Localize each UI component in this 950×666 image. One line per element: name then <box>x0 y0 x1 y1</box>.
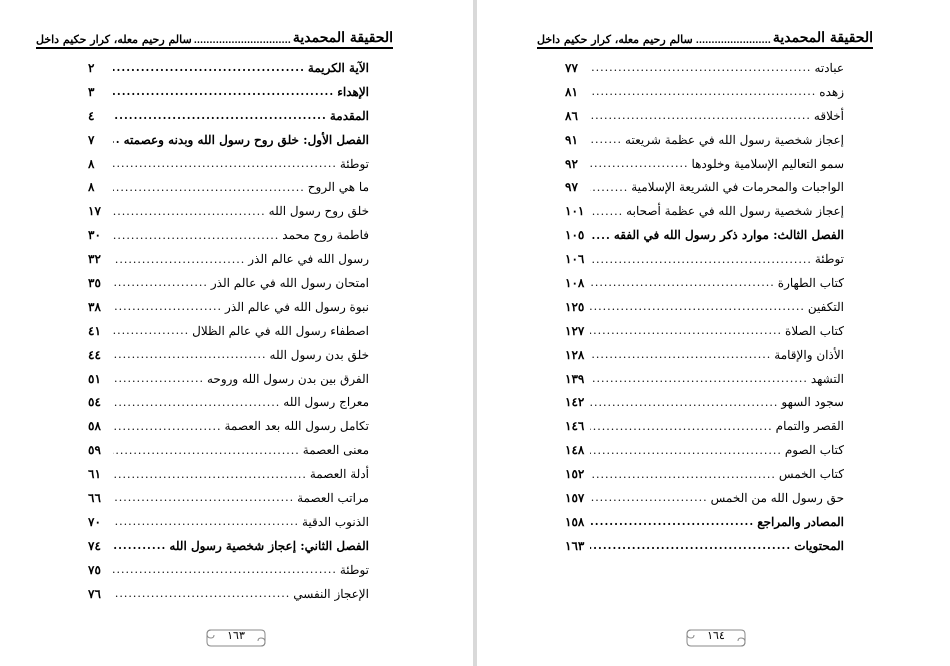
toc-leader-dots <box>113 372 204 385</box>
toc-entry <box>88 247 369 271</box>
toc-entry-title: معراج رسول الله <box>283 395 369 410</box>
toc-entry-page: ١٠٨ <box>565 275 585 290</box>
toc-entry-page: ٤٤ <box>88 347 101 362</box>
authors: سالم رحيم معله، كرار حكيم داخل <box>537 33 693 46</box>
toc-leader-dots <box>113 539 166 552</box>
toc-entry <box>565 486 844 510</box>
toc-entry <box>88 223 369 247</box>
toc-entry-page: ٩٢ <box>565 156 578 171</box>
toc-entry <box>565 367 844 391</box>
toc-leader-dots <box>113 563 337 576</box>
toc-entry-page: ١٣٩ <box>565 371 585 386</box>
toc-entry-page: ٣ <box>88 84 95 99</box>
toc-entry <box>565 462 844 486</box>
toc-entry-page: ١٤٨ <box>565 443 585 458</box>
toc-entry <box>565 438 844 462</box>
toc-entry-title: أدلة العصمة <box>309 467 369 482</box>
toc-entry-page: ١٥٧ <box>565 490 585 505</box>
toc-entry-title: كتاب الخمس <box>778 467 844 482</box>
toc-leader-dots <box>113 133 121 146</box>
toc-entry-page: ١٢٧ <box>565 323 585 338</box>
toc-entry <box>88 104 369 128</box>
toc-entry-title: خلق بدن رسول الله <box>269 347 369 362</box>
toc-entry <box>565 271 844 295</box>
toc-leader-dots <box>113 420 221 433</box>
toc-list <box>565 56 844 558</box>
toc-entry <box>88 390 369 414</box>
toc-entry <box>88 80 369 104</box>
toc-leader-dots <box>590 85 816 98</box>
toc-entry-title: التشهد <box>810 371 844 386</box>
toc-entry <box>88 319 369 343</box>
toc-leader-dots <box>590 420 773 433</box>
toc-entry <box>88 486 369 510</box>
toc-entry <box>565 319 844 343</box>
toc-entry <box>88 414 369 438</box>
toc-leader-dots <box>113 396 280 409</box>
toc-entry-title: عبادته <box>814 60 844 75</box>
toc-leader-dots <box>590 372 808 385</box>
toc-entry-title: إعجاز شخصية رسول الله في عظمة شريعته <box>625 132 844 147</box>
toc-entry <box>88 152 369 176</box>
toc-entry <box>565 56 844 80</box>
toc-entry <box>565 510 844 534</box>
toc-entry-title: الفرق بين بدن رسول الله وروحه <box>206 371 369 386</box>
toc-entry-page: ٨ <box>88 156 95 171</box>
toc-entry-title: سمو التعاليم الإسلامية وخلودها <box>691 156 844 171</box>
toc-entry <box>88 343 369 367</box>
toc-leader-dots <box>590 444 782 457</box>
toc-entry <box>88 558 369 582</box>
toc-leader-dots <box>113 515 299 528</box>
toc-entry-title: توطئة <box>814 252 844 267</box>
toc-entry-page: ٩١ <box>565 132 578 147</box>
toc-entry-title: رسول الله في عالم الذر <box>248 252 369 267</box>
toc-entry-page: ١٠١ <box>565 204 585 219</box>
book-title: الحقيقة المحمدية <box>772 30 873 46</box>
toc-entry <box>88 56 369 80</box>
toc-entry <box>565 534 844 558</box>
toc-entry-title: كتاب الصوم <box>784 443 844 458</box>
toc-leader-dots <box>113 324 189 337</box>
toc-entry-title: كتاب الصلاة <box>785 323 844 338</box>
toc-leader-dots <box>113 276 208 289</box>
toc-leader-dots <box>113 468 307 481</box>
right-page <box>477 0 950 666</box>
toc-entry-page: ١٢٨ <box>565 347 585 362</box>
toc-entry-title: الأذان والإقامة <box>774 347 844 362</box>
toc-entry-title: أخلاقه <box>813 108 844 123</box>
toc-entry-page: ٥٤ <box>88 395 101 410</box>
toc-entry-page: ٧٥ <box>88 562 101 577</box>
toc-entry <box>565 223 844 247</box>
toc-entry-title: خلق روح رسول الله <box>268 204 369 219</box>
toc-entry-title: معنى العصمة <box>302 443 369 458</box>
page-number-scroll <box>685 626 747 650</box>
toc-entry <box>565 199 844 223</box>
toc-entry-page: ٩٧ <box>565 180 578 195</box>
toc-entry-page: ٣٨ <box>88 299 101 314</box>
toc-entry-title: تكامل رسول الله بعد العصمة <box>224 419 369 434</box>
toc-entry-title: الإعجاز النفسي <box>293 586 369 601</box>
book-title: الحقيقة المحمدية <box>292 30 393 46</box>
toc-entry-page: ٧٦ <box>88 586 101 601</box>
toc-leader-dots <box>590 109 811 122</box>
toc-entry-page: ٧٤ <box>88 538 101 553</box>
toc-entry-title: الآية الكريمة <box>307 60 369 75</box>
toc-entry <box>88 367 369 391</box>
toc-entry-page: ١٤٦ <box>565 419 585 434</box>
toc-leader-dots <box>590 205 623 218</box>
toc-entry <box>88 175 369 199</box>
toc-entry-page: ٤ <box>88 108 95 123</box>
toc-leader-dots <box>590 133 622 146</box>
toc-leader-dots <box>590 324 782 337</box>
toc-entry <box>88 510 369 534</box>
page-header <box>537 28 873 49</box>
toc-entry <box>88 128 369 152</box>
toc-entry-title: المصادر والمراجع <box>757 514 844 529</box>
toc-entry-title: توطئة <box>339 156 369 171</box>
toc-entry <box>565 390 844 414</box>
toc-leader-dots <box>590 229 611 242</box>
toc-entry-page: ٨٦ <box>565 108 578 123</box>
toc-leader-dots <box>590 253 812 266</box>
toc-leader-dots <box>590 61 811 74</box>
toc-entry-title: حق رسول الله من الخمس <box>710 490 844 505</box>
toc-leader-dots <box>590 181 628 194</box>
toc-entry-page: ٢ <box>88 60 95 75</box>
toc-entry-title: الفصل الأول: خلق روح رسول الله وبدنه وعصمته <box>123 132 369 147</box>
toc-leader-dots <box>590 276 775 289</box>
toc-entry-page: ٣٢ <box>88 252 101 267</box>
toc-entry-title: اصطفاء رسول الله في عالم الظلال <box>192 323 369 338</box>
toc-leader-dots <box>113 205 266 218</box>
toc-entry-page: ٥٨ <box>88 419 101 434</box>
toc-entry-page: ٦١ <box>88 467 101 482</box>
toc-entry-page: ١٠٦ <box>565 252 585 267</box>
toc-entry-page: ١٢٥ <box>565 299 585 314</box>
toc-entry-page: ٧٧ <box>565 60 578 75</box>
toc-entry <box>88 582 369 606</box>
toc-entry <box>565 128 844 152</box>
toc-entry-page: ٣٥ <box>88 275 101 290</box>
toc-entry-title: التكفين <box>807 299 844 314</box>
header-dots <box>695 36 771 46</box>
toc-entry-page: ١٤٢ <box>565 395 585 410</box>
toc-leader-dots <box>113 85 334 98</box>
page-number: ١٦٣ <box>227 629 245 642</box>
toc-entry-title: كتاب الطهارة <box>777 275 844 290</box>
toc-entry-page: ١٦٣ <box>565 538 585 553</box>
toc-entry-title: إعجاز شخصية رسول الله في عظمة أصحابه <box>626 204 844 219</box>
toc-entry-page: ١٧ <box>88 204 101 219</box>
toc-entry-title: الواجبات والمحرمات في الشريعة الإسلامية <box>631 180 844 195</box>
toc-leader-dots <box>113 300 222 313</box>
toc-entry-page: ٧٠ <box>88 514 101 529</box>
toc-leader-dots <box>113 229 279 242</box>
toc-leader-dots <box>590 157 688 170</box>
toc-leader-dots <box>113 181 305 194</box>
toc-entry <box>565 414 844 438</box>
toc-leader-dots <box>590 396 778 409</box>
toc-entry <box>565 343 844 367</box>
toc-entry-page: ٦٦ <box>88 490 101 505</box>
toc-entry-title: المحتويات <box>794 538 844 553</box>
toc-entry <box>565 295 844 319</box>
toc-leader-dots <box>113 587 290 600</box>
toc-list <box>88 56 369 605</box>
toc-entry <box>88 534 369 558</box>
toc-leader-dots <box>113 491 294 504</box>
toc-leader-dots <box>113 348 267 361</box>
toc-leader-dots <box>590 491 708 504</box>
toc-entry-title: القصر والتمام <box>775 419 844 434</box>
toc-entry <box>565 152 844 176</box>
toc-entry-page: ٥٩ <box>88 443 101 458</box>
toc-entry <box>565 104 844 128</box>
toc-entry-page: ٨ <box>88 180 95 195</box>
page-number-scroll <box>205 626 267 650</box>
toc-leader-dots <box>113 253 245 266</box>
header-dots <box>194 36 291 46</box>
toc-entry <box>565 80 844 104</box>
toc-entry-page: ٤١ <box>88 323 101 338</box>
toc-entry-title: نبوة رسول الله في عالم الذر <box>225 299 369 314</box>
toc-entry-title: زهده <box>819 84 844 99</box>
toc-entry-title: سجود السهو <box>781 395 844 410</box>
toc-entry-title: المقدمة <box>329 108 369 123</box>
toc-entry <box>88 295 369 319</box>
toc-entry <box>88 271 369 295</box>
toc-entry <box>88 462 369 486</box>
toc-entry-title: الذنوب الدقية <box>301 514 369 529</box>
toc-entry <box>565 247 844 271</box>
toc-entry-title: امتحان رسول الله في عالم الذر <box>210 275 369 290</box>
toc-entry-page: ٣٠ <box>88 228 101 243</box>
toc-entry-page: ٨١ <box>565 84 578 99</box>
toc-entry-title: مراتب العصمة <box>297 490 369 505</box>
toc-entry <box>565 175 844 199</box>
toc-entry-page: ١٥٢ <box>565 467 585 482</box>
toc-entry-title: ما هي الروح <box>307 180 369 195</box>
page-header <box>36 28 393 49</box>
authors: سالم رحيم معله، كرار حكيم داخل <box>36 33 192 46</box>
toc-entry-title: الإهداء <box>337 84 369 99</box>
toc-entry-title: الفصل الثاني: إعجاز شخصية رسول الله <box>169 538 369 553</box>
toc-leader-dots <box>113 61 305 74</box>
toc-leader-dots <box>113 444 300 457</box>
toc-leader-dots <box>590 348 771 361</box>
page-number: ١٦٤ <box>707 629 725 642</box>
toc-entry <box>88 438 369 462</box>
toc-entry-page: ١٥٨ <box>565 514 585 529</box>
toc-entry-title: توطئة <box>339 562 369 577</box>
toc-leader-dots <box>590 300 805 313</box>
toc-leader-dots <box>113 157 337 170</box>
toc-entry-title: الفصل الثالث: موارد ذكر رسول الله في الفقه <box>613 228 844 243</box>
toc-leader-dots <box>590 515 754 528</box>
toc-entry-page: ٧ <box>88 132 95 147</box>
toc-entry-title: فاطمة روح محمد <box>282 228 369 243</box>
toc-entry <box>88 199 369 223</box>
left-page <box>0 0 473 666</box>
toc-leader-dots <box>590 468 776 481</box>
toc-entry-page: ١٠٥ <box>565 228 585 243</box>
toc-leader-dots <box>590 539 791 552</box>
toc-entry-page: ٥١ <box>88 371 101 386</box>
toc-leader-dots <box>113 109 327 122</box>
